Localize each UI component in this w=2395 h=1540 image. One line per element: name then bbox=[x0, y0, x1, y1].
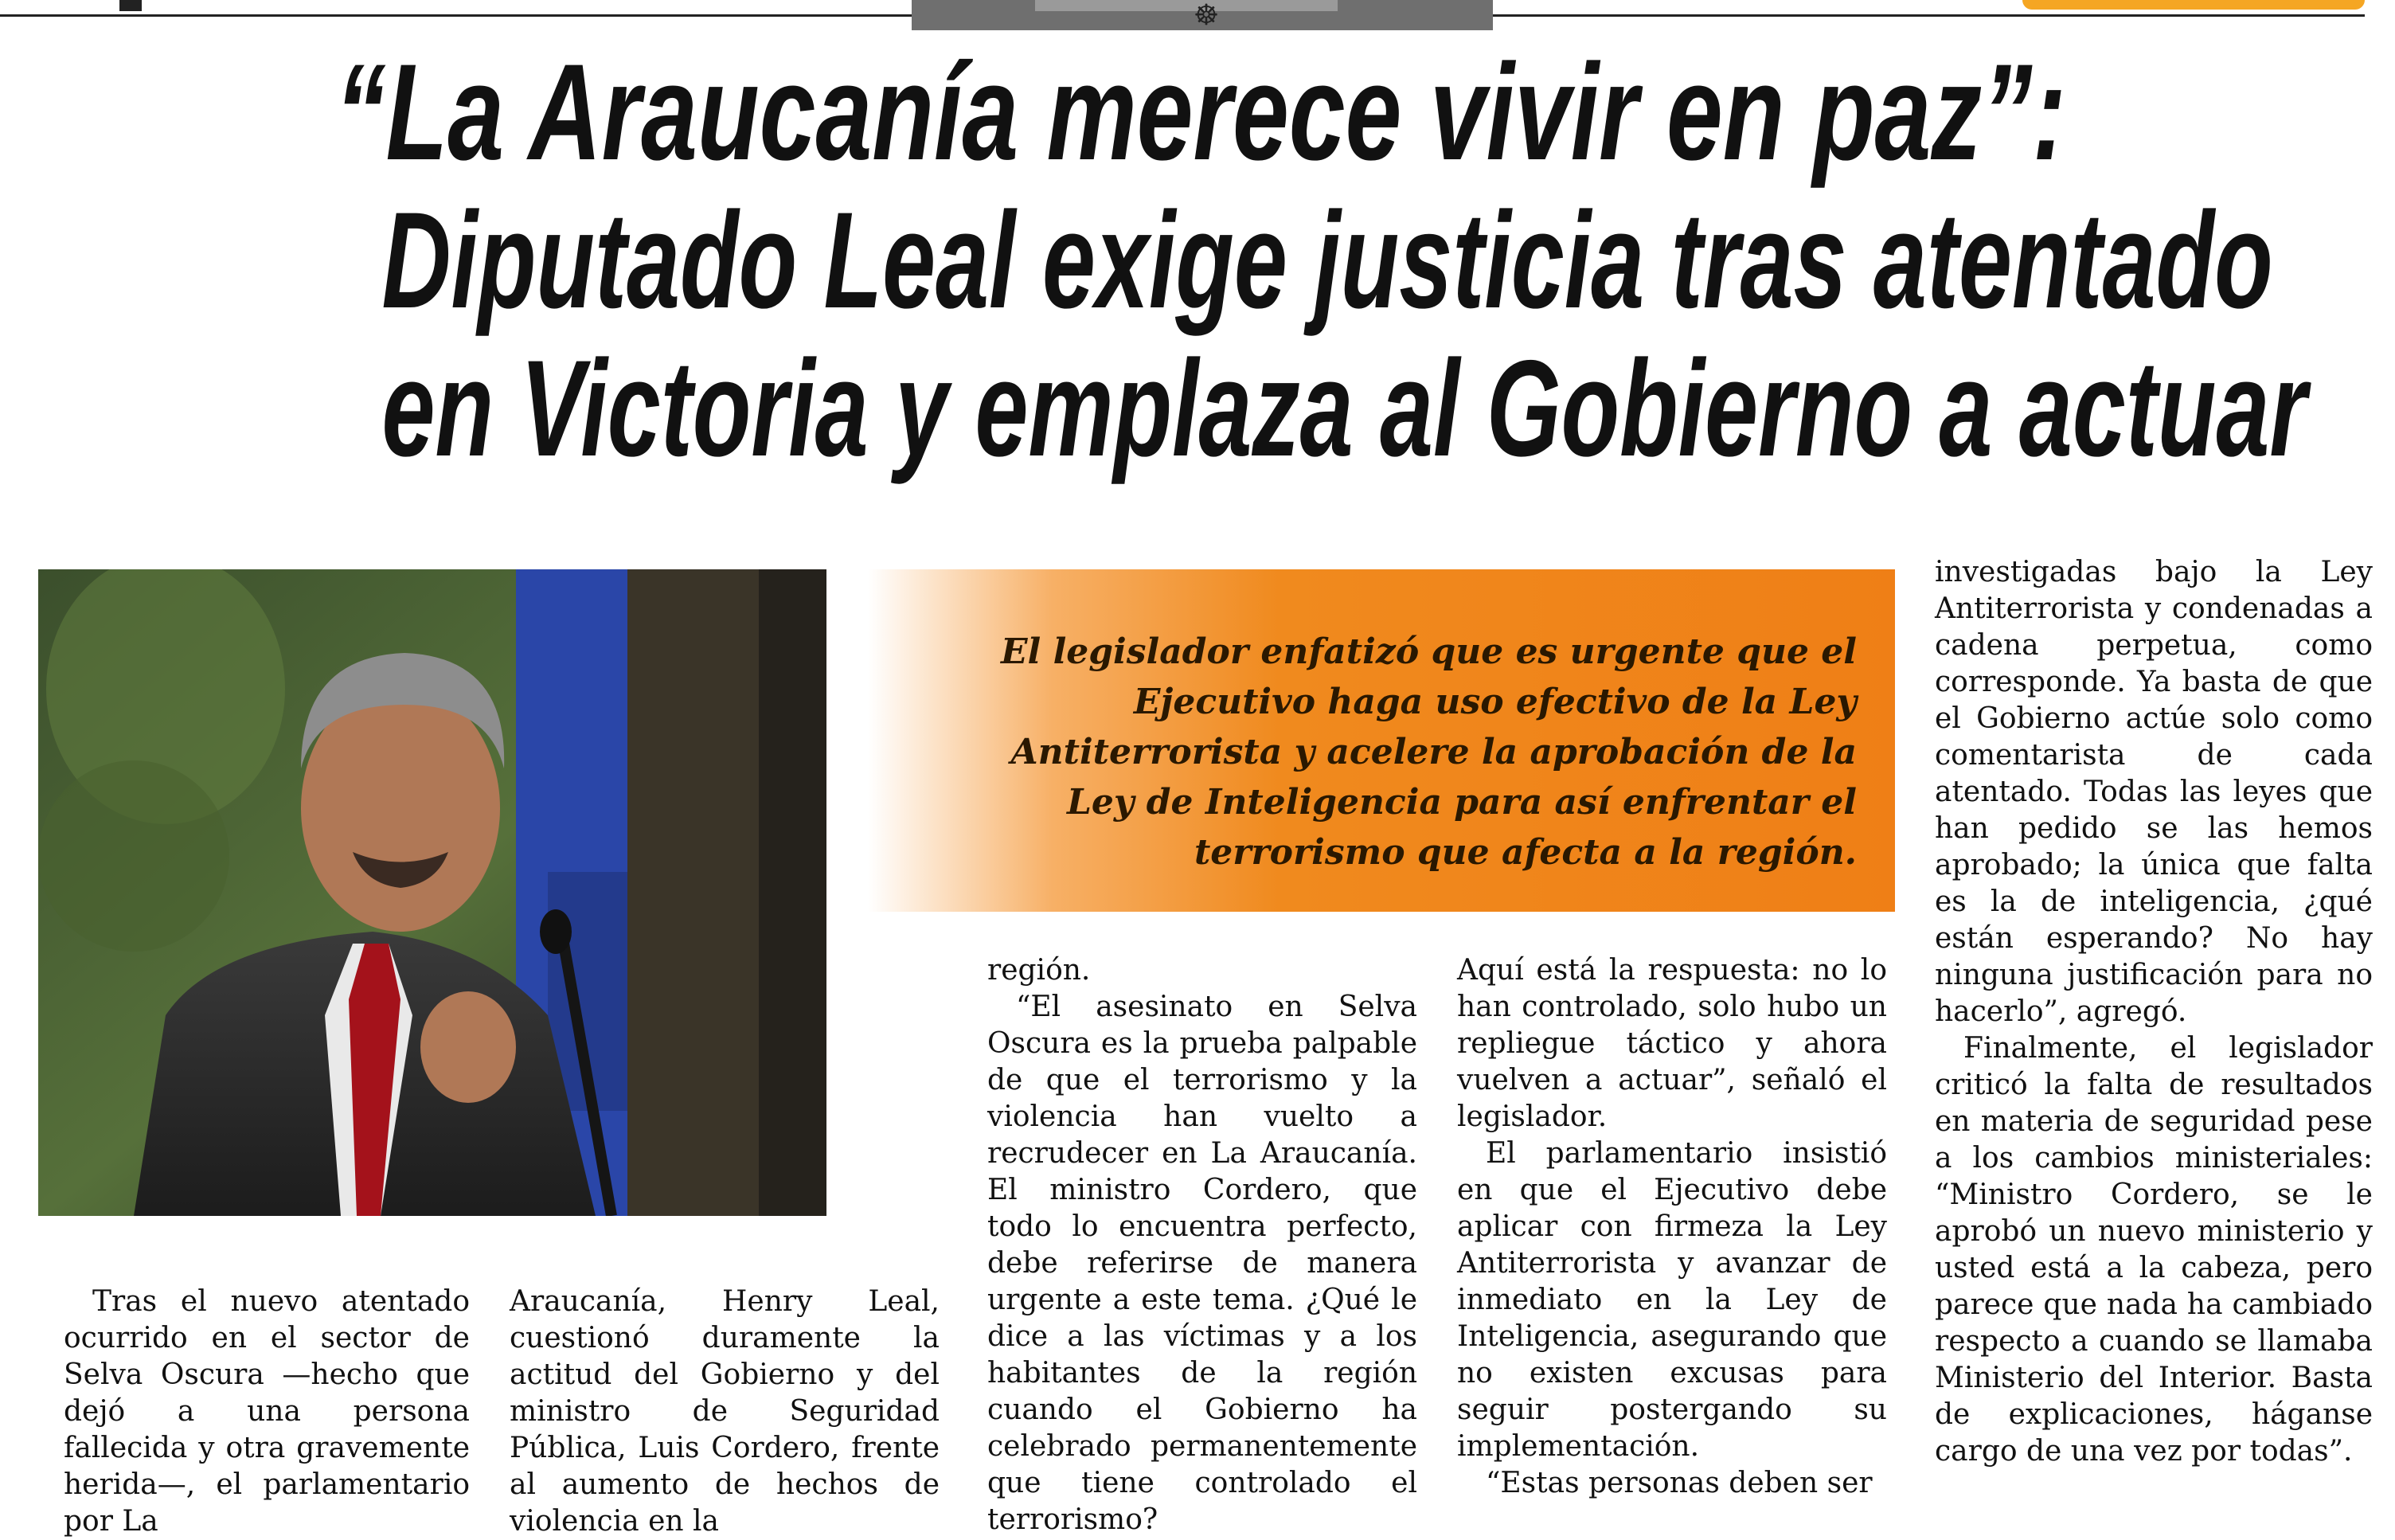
body-paragraph: investigadas bajo la Ley Antiterrorista y condenadas a cadena perpetua, como corresponde. Ya basta de que el Gobierno actúe solo como comentarista de cada atentado. Todas las leyes que han pedido se las hemos aprobado; la única que falta es la de inteligencia, ¿qué están esperando? No hay ninguna justificación para no hacerlo”, agregó. bbox=[1935, 556, 2373, 1028]
body-column-4 bbox=[1457, 952, 1887, 1502]
headline-line-2: Diputado Leal exige justicia tras atentado bbox=[381, 184, 2273, 337]
pull-quote-box bbox=[868, 569, 1895, 912]
headline-line-3: en Victoria y emplaza al Gobierno a actuar bbox=[381, 332, 2307, 485]
body-paragraph: Araucanía, Henry Leal, cuestionó duramente la actitud del Gobierno y del ministro de Seguridad Pública, Luis Cordero, frente al aumento de hechos de violencia en la bbox=[510, 1285, 940, 1538]
body-paragraph: Finalmente, el legislador criticó la falta de resultados en materia de seguridad pese a los cambios ministeriales: “Ministro Cordero, se le aprobó un nuevo ministerio y usted está a la cabeza, pero parece que nada ha cambiado respecto a cuando se llamaba Ministerio del Interior. Basta de explicaciones, háganse cargo de una vez por todas”. bbox=[1935, 1032, 2373, 1468]
body-paragraph: Aquí está la respuesta: no lo han controlado, solo hubo un repliegue táctico y ahora vuelven a actuar”, señaló el legislador. bbox=[1457, 954, 1887, 1133]
body-column-2 bbox=[510, 1284, 940, 1540]
article-headline bbox=[32, 38, 2365, 483]
publication-logo-icon: ☸ bbox=[1193, 0, 1220, 32]
body-paragraph: El parlamentario insistió en que el Ejecutivo debe aplicar con firmeza la Ley Antiterrorista y avanzar de inmediato en la Ley de Inteligencia, asegurando que no existen excusas para seguir postergando su implementación. bbox=[1457, 1137, 1887, 1463]
headline-line-1: “La Araucanía merece vivir en paz”: bbox=[334, 36, 2067, 189]
body-column-5 bbox=[1935, 554, 2373, 1470]
body-paragraph: “El asesinato en Selva Oscura es la prueba palpable de que el terrorismo y la violencia han vuelto a recrudecer en La Araucanía. El ministro Cordero, que todo lo encuentra perfecto, debe referirse de manera urgente a este tema. ¿Qué le dice a las víctimas y a los habitantes de la región cuando el Gobierno ha celebrado permanentemente que tiene controlado el terrorismo? bbox=[987, 991, 1417, 1536]
body-column-3 bbox=[987, 952, 1417, 1538]
pull-quote-text: El legislador enfatizó que es urgente que el Ejecutivo haga uso efectivo de la Ley Antiterrorista y acelere la aprobación de la Ley de Inteligencia para así enfrentar el terrorismo que afecta a la región. bbox=[1001, 631, 1857, 873]
body-column-1 bbox=[64, 1284, 470, 1540]
microphone bbox=[540, 909, 572, 954]
body-paragraph: “Estas personas deben ser bbox=[1486, 1467, 1873, 1499]
hand bbox=[420, 991, 516, 1103]
body-paragraph: Tras el nuevo atentado ocurrido en el sector de Selva Oscura —hecho que dejó a una persona fallecida y otra gravemente herida—, el parlamentario por La bbox=[64, 1285, 470, 1538]
header-accent-tab bbox=[2022, 0, 2365, 10]
article-photo bbox=[38, 569, 826, 1216]
section-marker bbox=[119, 0, 142, 11]
speaker-portrait bbox=[38, 569, 826, 1216]
body-paragraph: región. bbox=[987, 954, 1091, 987]
